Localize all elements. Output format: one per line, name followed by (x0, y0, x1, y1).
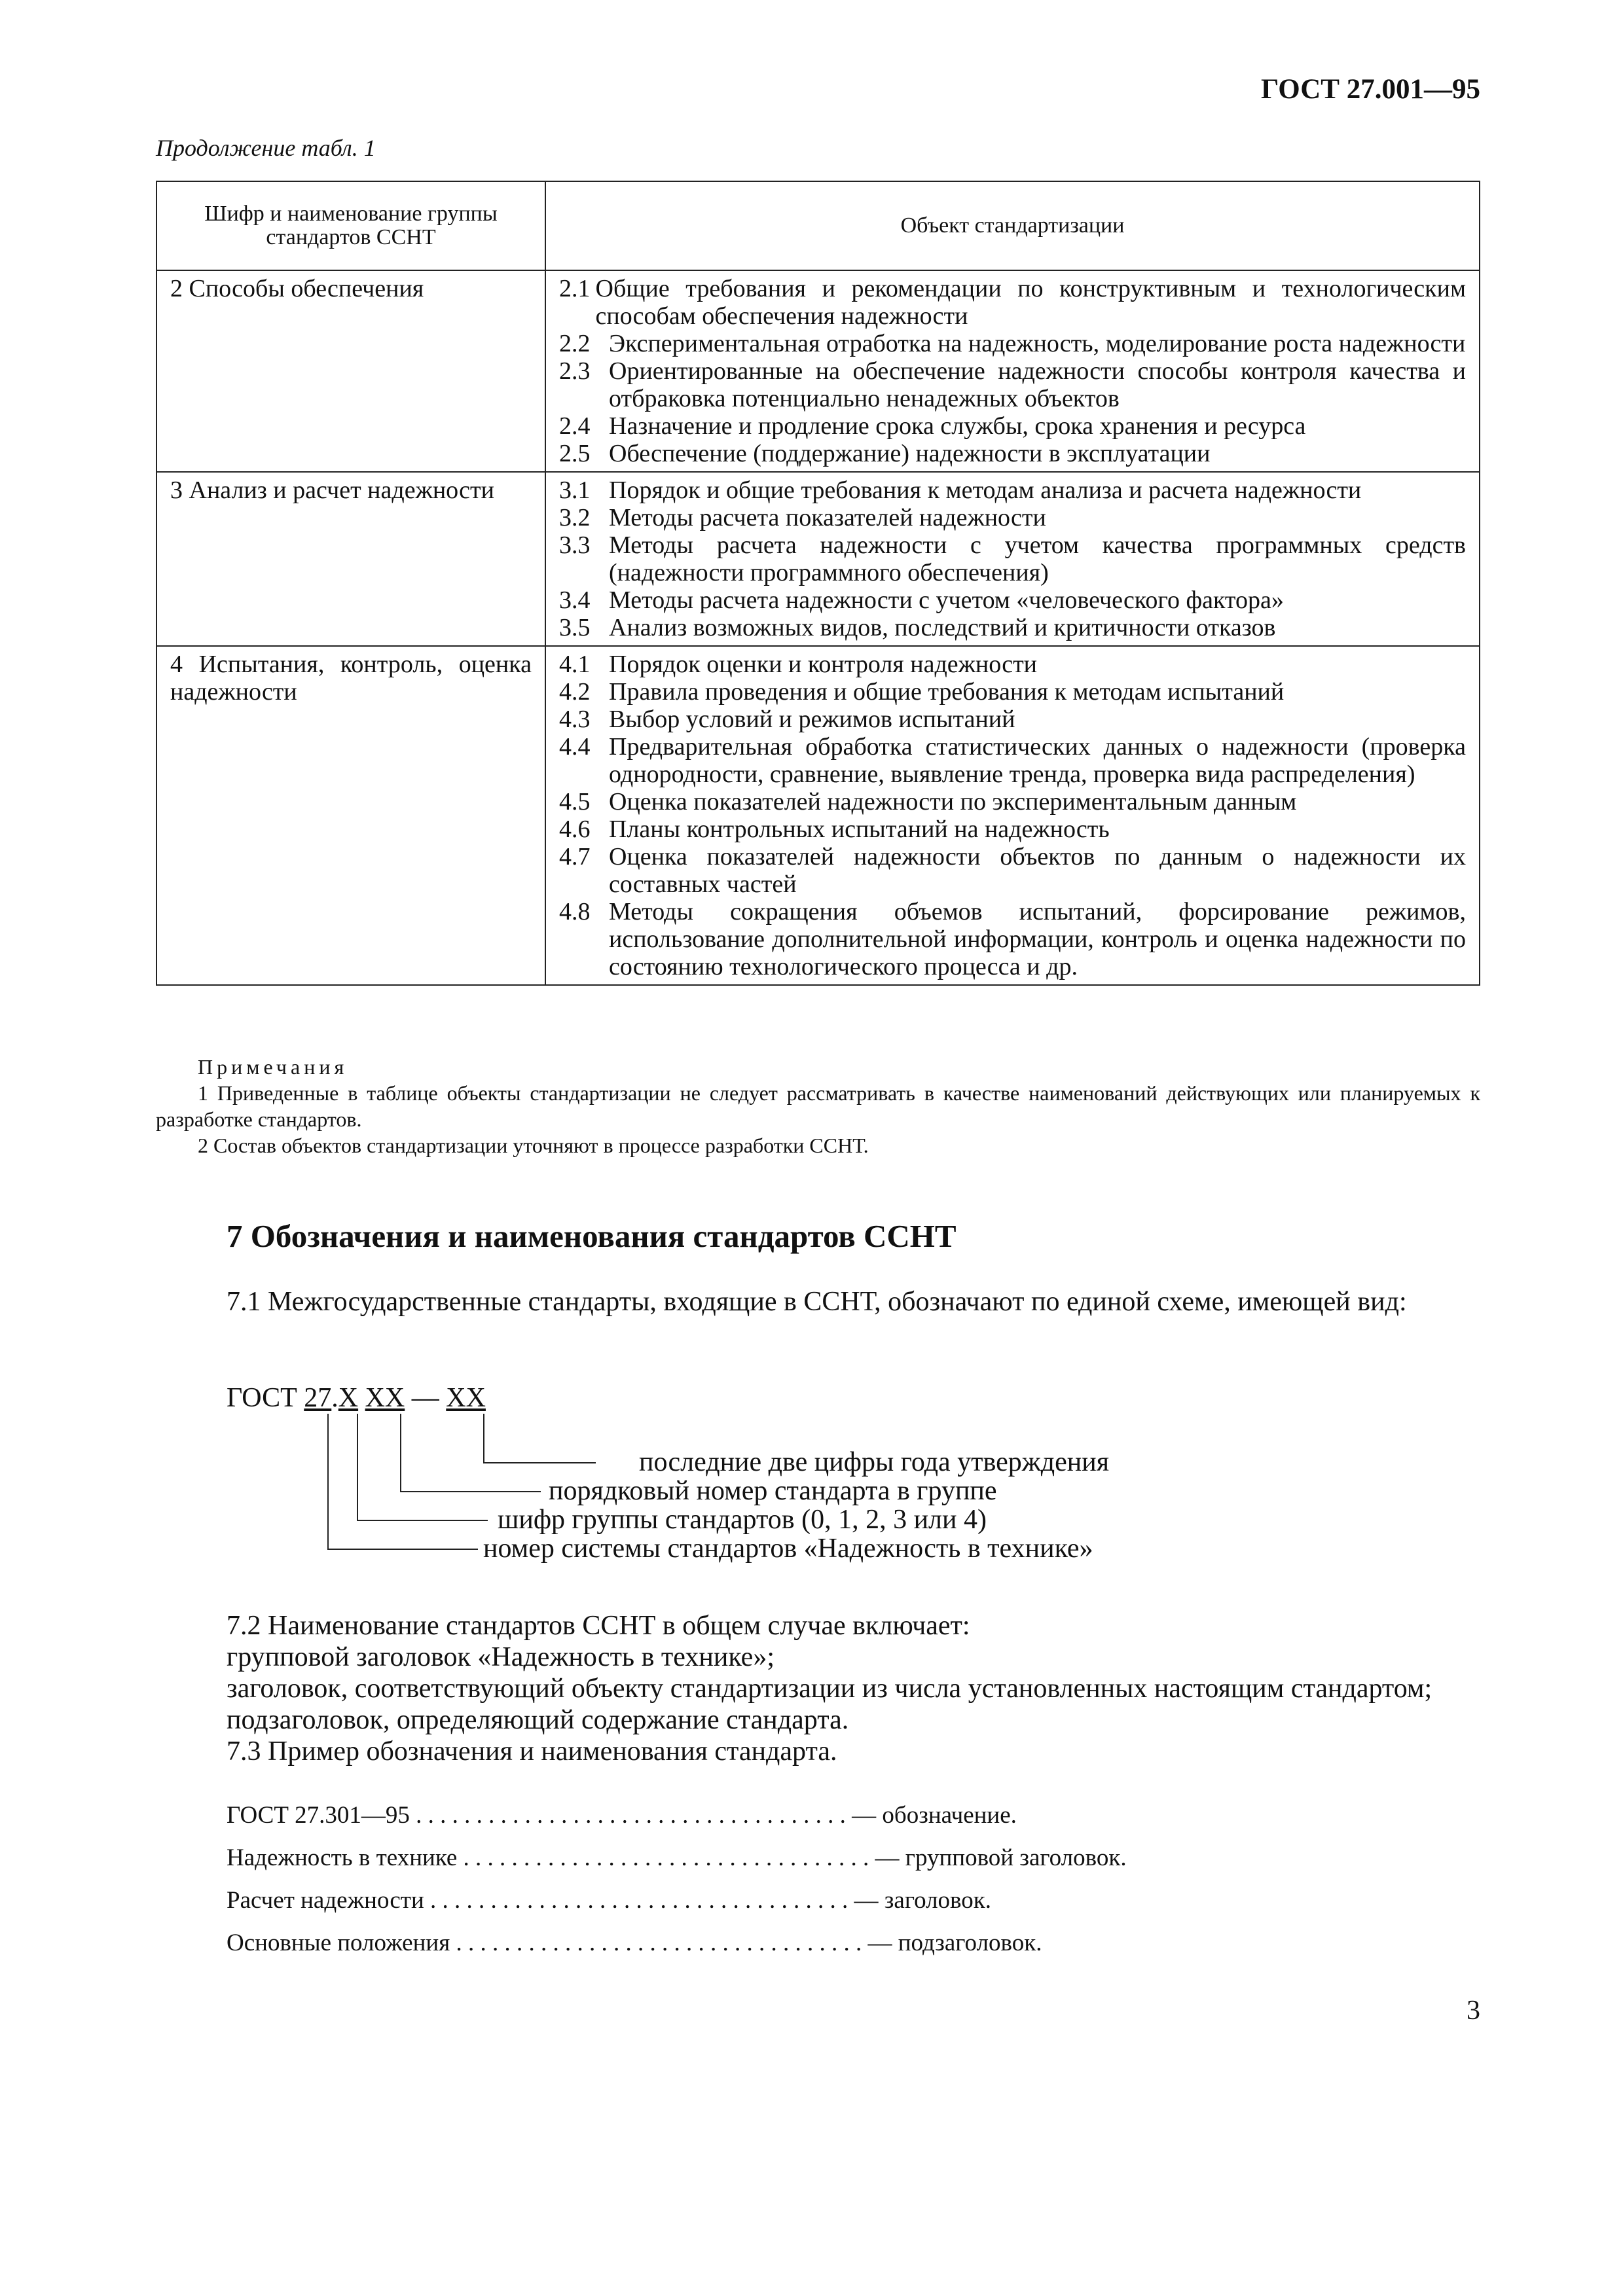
table-row (156, 646, 1480, 985)
table-header-row (156, 181, 1480, 270)
connector-line (483, 1414, 484, 1463)
list-item: 2.3 Ориентированные на обеспечение надежности способы контроля качества и отбраковка потенциально ненадежных объектов (559, 357, 1466, 412)
table-row (156, 472, 1480, 646)
connector-line (483, 1462, 596, 1463)
list-item: 4.8 Методы сокращения объемов испытаний, форсирование режимов, использование дополнительной информации, контроль и оценка надежности по состоянию технологического процесса и др. (559, 898, 1466, 980)
object-cell (545, 472, 1480, 646)
list-item: 4.6 Планы контрольных испытаний на надежность (559, 816, 1110, 843)
list-item: 2.2 Экспериментальная отработка на надежность, моделирование роста надежности (559, 330, 1466, 357)
connector-line (400, 1414, 401, 1492)
connector-line (327, 1414, 329, 1550)
column-header-object: Объект стандартизации (545, 181, 1480, 270)
designation-scheme: ГОСТ 27.X XX — XX (227, 1383, 486, 1413)
group-cell: 2 Способы обеспечения (156, 270, 545, 472)
example-line: Основные положения . . . . . . . . . . . . . . . . . . . . . . . . . . . . . . . . . . — подзаголовок. (227, 1929, 1042, 1956)
example-line: Надежность в технике . . . . . . . . . . . . . . . . . . . . . . . . . . . . . . . . . . — групповой заголовок. (227, 1844, 1127, 1871)
connector-line (357, 1520, 488, 1521)
table-caption: Продолжение табл. 1 (156, 135, 376, 161)
section-heading: 7 Обозначения и наименования стандартов ССНТ (227, 1218, 957, 1254)
notes-block (156, 1054, 1480, 1158)
table-row (156, 270, 1480, 472)
list-item: 2.4 Назначение и продление срока службы, срока хранения и ресурса (559, 412, 1306, 440)
note-item: 2 Состав объектов стандартизации уточняют в процессе разработки ССНТ. (198, 1134, 869, 1157)
scheme-serial-number: XX (365, 1383, 405, 1413)
scheme-system-number: 27 (304, 1383, 332, 1413)
list-item: 3.5 Анализ возможных видов, последствий и критичности отказов (559, 614, 1276, 641)
list-item: 4.4 Предварительная обработка статистических данных о надежности (проверка однородности, сравнение, выявление тренда, проверка вида распределения) (559, 733, 1466, 788)
note-item: 1 Приведенные в таблице объекты стандартизации не следует рассматривать в качестве наименований действующих или планируемых к разработке стандартов. (156, 1081, 1480, 1131)
scheme-legend-system: номер системы стандартов «Надежность в технике» (483, 1534, 1093, 1564)
group-cell: 3 Анализ и расчет надежности (156, 472, 545, 646)
list-item: 4.1 Порядок оценки и контроля надежности (559, 651, 1038, 678)
list-item: 3.1 Порядок и общие требования к методам анализа и расчета надежности (559, 476, 1362, 504)
scheme-legend-serial: порядковый номер стандарта в группе (549, 1476, 997, 1506)
standards-table (156, 181, 1480, 986)
list-item: 3.3 Методы расчета надежности с учетом качества программных средств (надежности программного обеспечения) (559, 531, 1466, 586)
list-item: 4.2 Правила проведения и общие требования к методам испытаний (559, 678, 1285, 706)
paragraph-7-3: 7.3 Пример обозначения и наименования стандарта. (227, 1736, 837, 1767)
paragraph-7-2: 7.2 Наименование стандартов ССНТ в общем случае включает: групповой заголовок «Надежность в технике»; заголовок, соответствующий объекту стандартизации из числа установленных настоящим стандартом; подзаголовок, определяющий содержание стандарта. 7.3 Пример обозначения и наименования стандарта. (156, 1610, 1480, 1767)
page-number: 3 (1467, 1996, 1480, 2026)
scheme-legend-year: последние две цифры года утверждения (639, 1447, 1110, 1477)
object-cell (545, 646, 1480, 985)
scheme-legend-group: шифр группы стандартов (0, 1, 2, 3 или 4) (498, 1505, 987, 1535)
column-header-group: Шифр и наименование группы стандартов ССНТ (156, 181, 545, 270)
document-code: ГОСТ 27.001—95 (1261, 74, 1480, 105)
object-cell (545, 270, 1480, 472)
paragraph-7-1: 7.1 Межгосударственные стандарты, входящие в ССНТ, обозначают по единой схеме, имеющей вид: (227, 1287, 1407, 1317)
list-item: 3.2 Методы расчета показателей надежности (559, 504, 1046, 531)
list-item: 4.3 Выбор условий и режимов испытаний (559, 706, 1015, 733)
example-line: Расчет надежности . . . . . . . . . . . . . . . . . . . . . . . . . . . . . . . . . . . — заголовок. (227, 1887, 991, 1914)
scheme-group-code: X (338, 1383, 359, 1413)
scheme-year: XX (446, 1383, 486, 1413)
list-item: 2.5 Обеспечение (поддержание) надежности в эксплуатации (559, 440, 1211, 467)
connector-line (327, 1549, 478, 1550)
list-item: 4.5 Оценка показателей надежности по экспериментальным данным (559, 788, 1297, 816)
list-item: 3.4 Методы расчета надежности с учетом «человеческого фактора» (559, 586, 1284, 614)
group-cell: 4 Испытания, контроль, оценка надежности (156, 646, 545, 985)
list-item: 2.1 Общие требования и рекомендации по конструктивным и технологическим способам обеспечения надежности (559, 275, 1466, 330)
connector-line (357, 1414, 358, 1521)
example-line: ГОСТ 27.301—95 . . . . . . . . . . . . . . . . . . . . . . . . . . . . . . . . . . . . — обозначение. (227, 1802, 1017, 1829)
list-item: 4.7 Оценка показателей надежности объектов по данным о надежности их составных частей (559, 843, 1466, 898)
notes-title: Примечания (198, 1055, 348, 1079)
connector-line (400, 1491, 541, 1492)
